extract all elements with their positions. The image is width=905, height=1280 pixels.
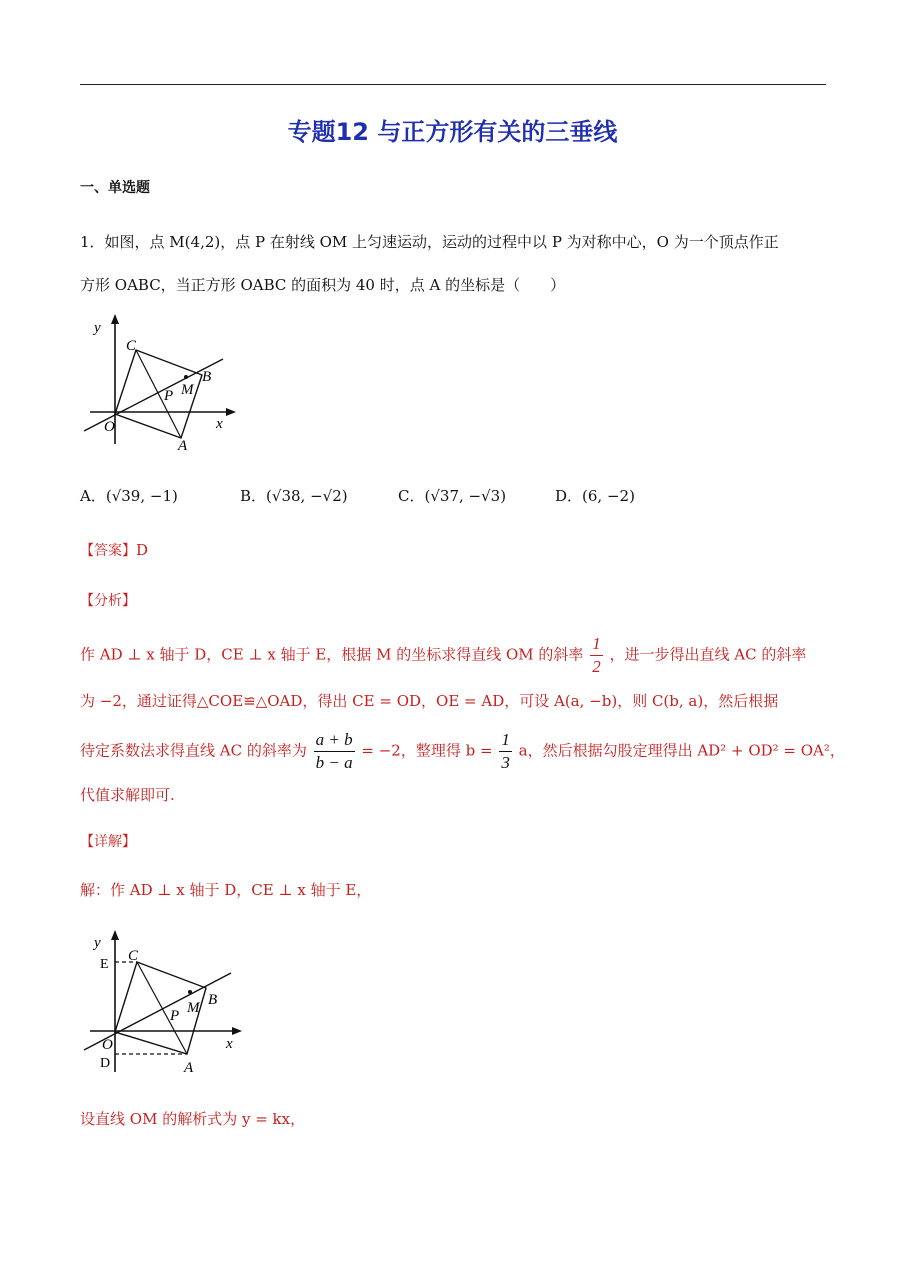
label-m-2: M bbox=[187, 1000, 200, 1016]
analysis-tag: 【分析】 bbox=[80, 593, 136, 609]
label-y: y bbox=[94, 320, 101, 336]
answer-value: D bbox=[136, 541, 149, 559]
label-c: C bbox=[126, 338, 137, 354]
label-b: B bbox=[202, 369, 212, 385]
page-title: 专题12 与正方形有关的三垂线 bbox=[287, 118, 618, 146]
label-p-2: P bbox=[170, 1008, 180, 1024]
label-p: P bbox=[164, 388, 174, 404]
option-c[interactable]: C．(√37, −√3) bbox=[398, 487, 507, 505]
detail-figure bbox=[80, 928, 250, 1076]
y-axis-arrow bbox=[111, 314, 119, 324]
analysis-line-4: 代值求解即可. bbox=[80, 786, 175, 804]
x-axis-arrow-2 bbox=[232, 1027, 242, 1035]
answer-tag: 【答案】 bbox=[80, 543, 136, 559]
label-o-2: O bbox=[102, 1037, 113, 1053]
analysis-line-1: 作 AD ⊥ x 轴于 D，CE ⊥ x 轴于 E，根据 M 的坐标求得直线 OM 的斜率 $\frac{1}{2}$ ，进一步得出直线 AC 的斜率 bbox=[80, 634, 807, 676]
label-a: A bbox=[178, 438, 188, 454]
option-d[interactable]: D．(6, −2) bbox=[555, 487, 635, 505]
point-m-2 bbox=[188, 990, 192, 994]
y-axis-arrow-2 bbox=[111, 930, 119, 940]
label-o: O bbox=[104, 419, 115, 435]
label-a-2: A bbox=[184, 1060, 194, 1076]
label-b-2: B bbox=[208, 992, 218, 1008]
point-m bbox=[184, 375, 188, 379]
label-x: x bbox=[216, 416, 223, 432]
x-axis-arrow bbox=[226, 408, 236, 416]
detail-tag: 【详解】 bbox=[80, 834, 136, 850]
section-heading: 一、单选题 bbox=[80, 180, 150, 196]
diagonal-ca-2 bbox=[137, 962, 187, 1054]
label-d: D bbox=[100, 1056, 111, 1071]
answer-line bbox=[80, 540, 148, 560]
analysis-line-3: 待定系数法求得直线 AC 的斜率为 $\frac{a + b}{b - a}$ = −2，整理得 b = $\frac{1}{3}$ a，然后根据勾股定理得出 AD² + OD² = OA²， bbox=[80, 730, 845, 772]
label-x-2: x bbox=[226, 1036, 233, 1052]
header-rule bbox=[80, 84, 826, 85]
analysis-line-2: 为 −2，通过证得△COE≌△OAD，得出 CE = OD，OE = AD，可设 A(a, −b)，则 C(b, a)，然后根据 bbox=[80, 692, 779, 710]
label-e: E bbox=[100, 957, 109, 972]
label-y-2: y bbox=[94, 935, 101, 951]
label-c-2: C bbox=[128, 948, 139, 964]
label-m: M bbox=[181, 382, 194, 398]
option-a[interactable]: A．(√39, −1) bbox=[80, 487, 178, 505]
detail-line-1: 解：作 AD ⊥ x 轴于 D，CE ⊥ x 轴于 E， bbox=[80, 881, 372, 899]
question-line-1: 1．如图，点 M(4,2)，点 P 在射线 OM 上匀速运动，运动的过程中以 P 为对称中心，O 为一个顶点作正 bbox=[80, 233, 779, 251]
question-line-2: 方形 OABC，当正方形 OABC 的面积为 40 时，点 A 的坐标是（ ） bbox=[80, 276, 566, 294]
option-b[interactable]: B．(√38, −√2) bbox=[240, 487, 348, 505]
detail-line-2: 设直线 OM 的解析式为 y = kx， bbox=[80, 1110, 306, 1128]
question-figure bbox=[80, 312, 250, 457]
